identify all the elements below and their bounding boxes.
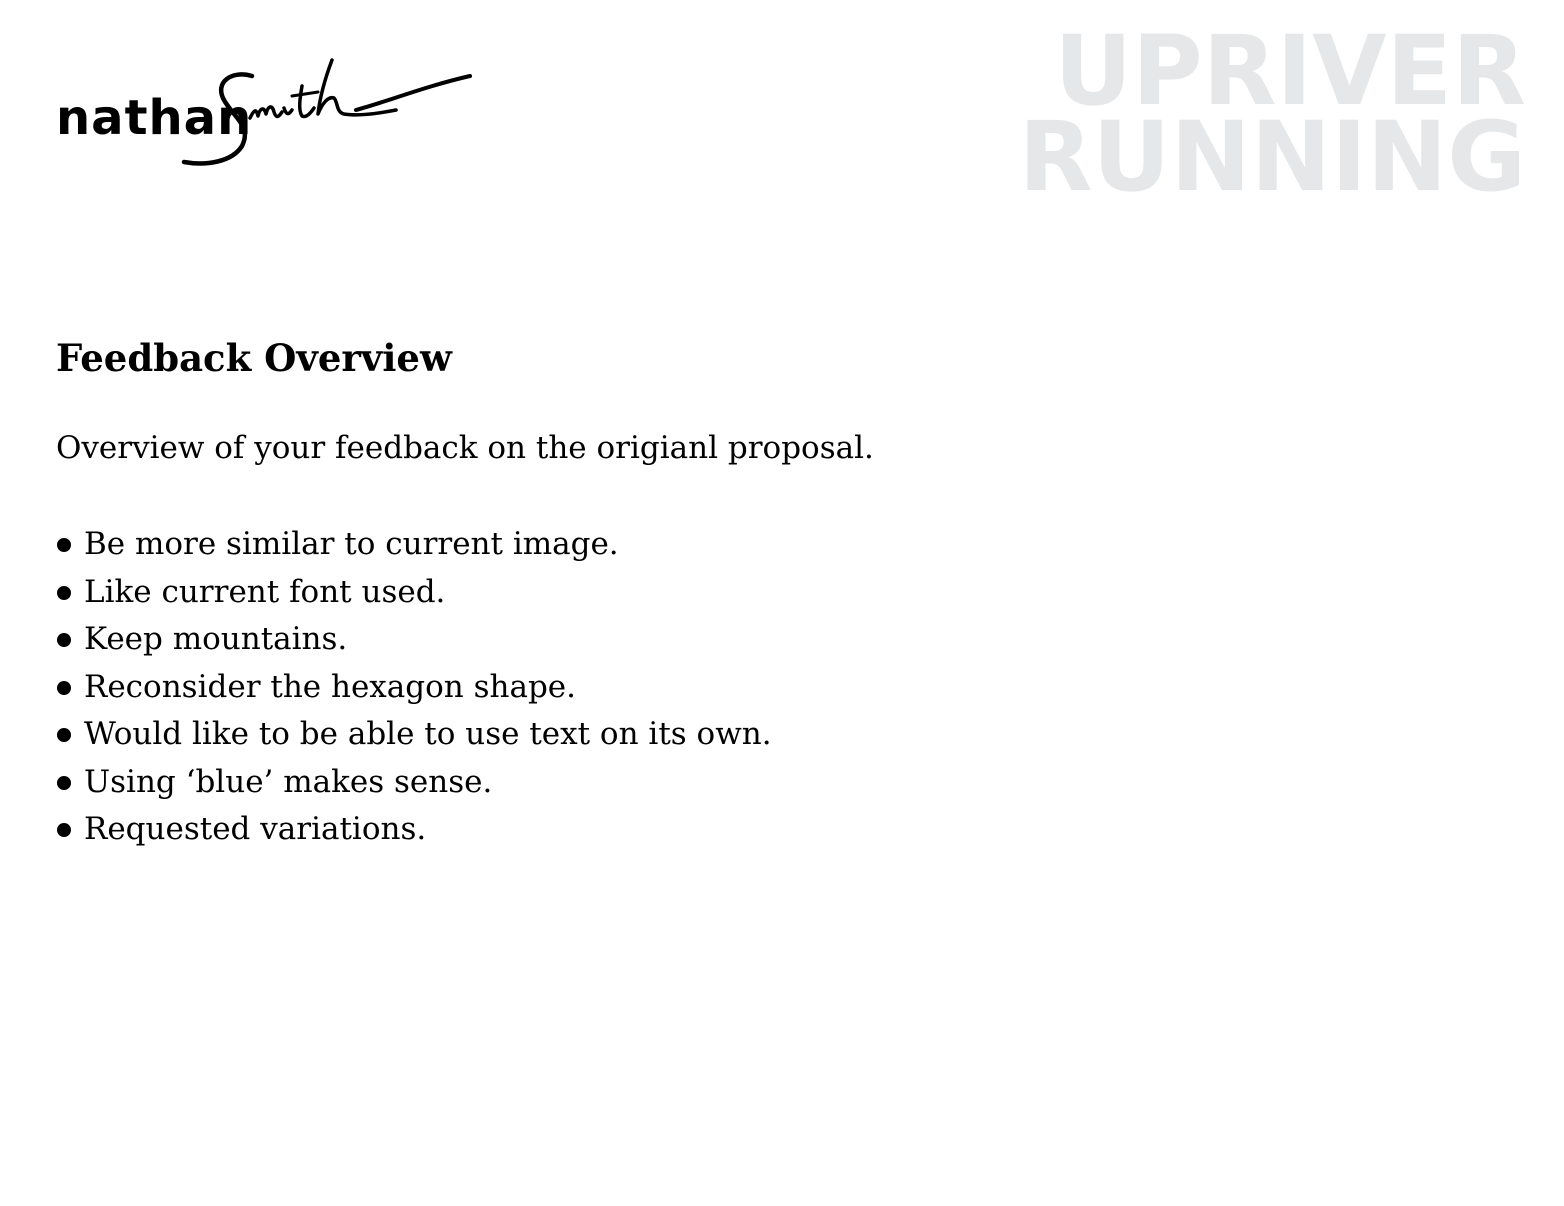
list-item-text: Be more similar to current image. <box>84 526 619 562</box>
signature-mark <box>56 56 476 171</box>
logo-wordmark: nathan <box>56 90 253 146</box>
bullet-icon <box>57 681 71 695</box>
intro-text: Overview of your feedback on the origianl proposal. <box>56 430 874 466</box>
list-item-text: Requested variations. <box>84 811 427 847</box>
page-title: Feedback Overview <box>56 336 452 380</box>
feedback-list <box>56 521 772 854</box>
list-item <box>56 521 772 569</box>
list-item-text: Like current font used. <box>84 573 446 610</box>
list-item <box>56 569 772 617</box>
list-item-text: Would like to be able to use text on its own. <box>84 716 772 752</box>
list-item <box>56 711 772 759</box>
logo <box>56 56 476 171</box>
list-item-text: Using ‘blue’ makes sense. <box>84 763 493 800</box>
brand-watermark <box>1018 15 1526 213</box>
bullet-icon <box>57 728 71 742</box>
list-item <box>56 759 772 807</box>
list-item <box>56 806 772 854</box>
list-item-text: Reconsider the hexagon shape. <box>84 668 576 705</box>
bullet-icon <box>57 586 71 600</box>
list-item <box>56 616 772 664</box>
bullet-icon <box>57 538 71 552</box>
watermark-line-running: RUNNING <box>1018 101 1526 213</box>
list-item <box>56 664 772 712</box>
bullet-icon <box>57 633 71 647</box>
list-item-text: Keep mountains. <box>84 621 348 657</box>
bullet-icon <box>57 776 71 790</box>
watermark-line-upriver: UPRIVER <box>1054 15 1526 127</box>
bullet-icon <box>57 823 71 837</box>
